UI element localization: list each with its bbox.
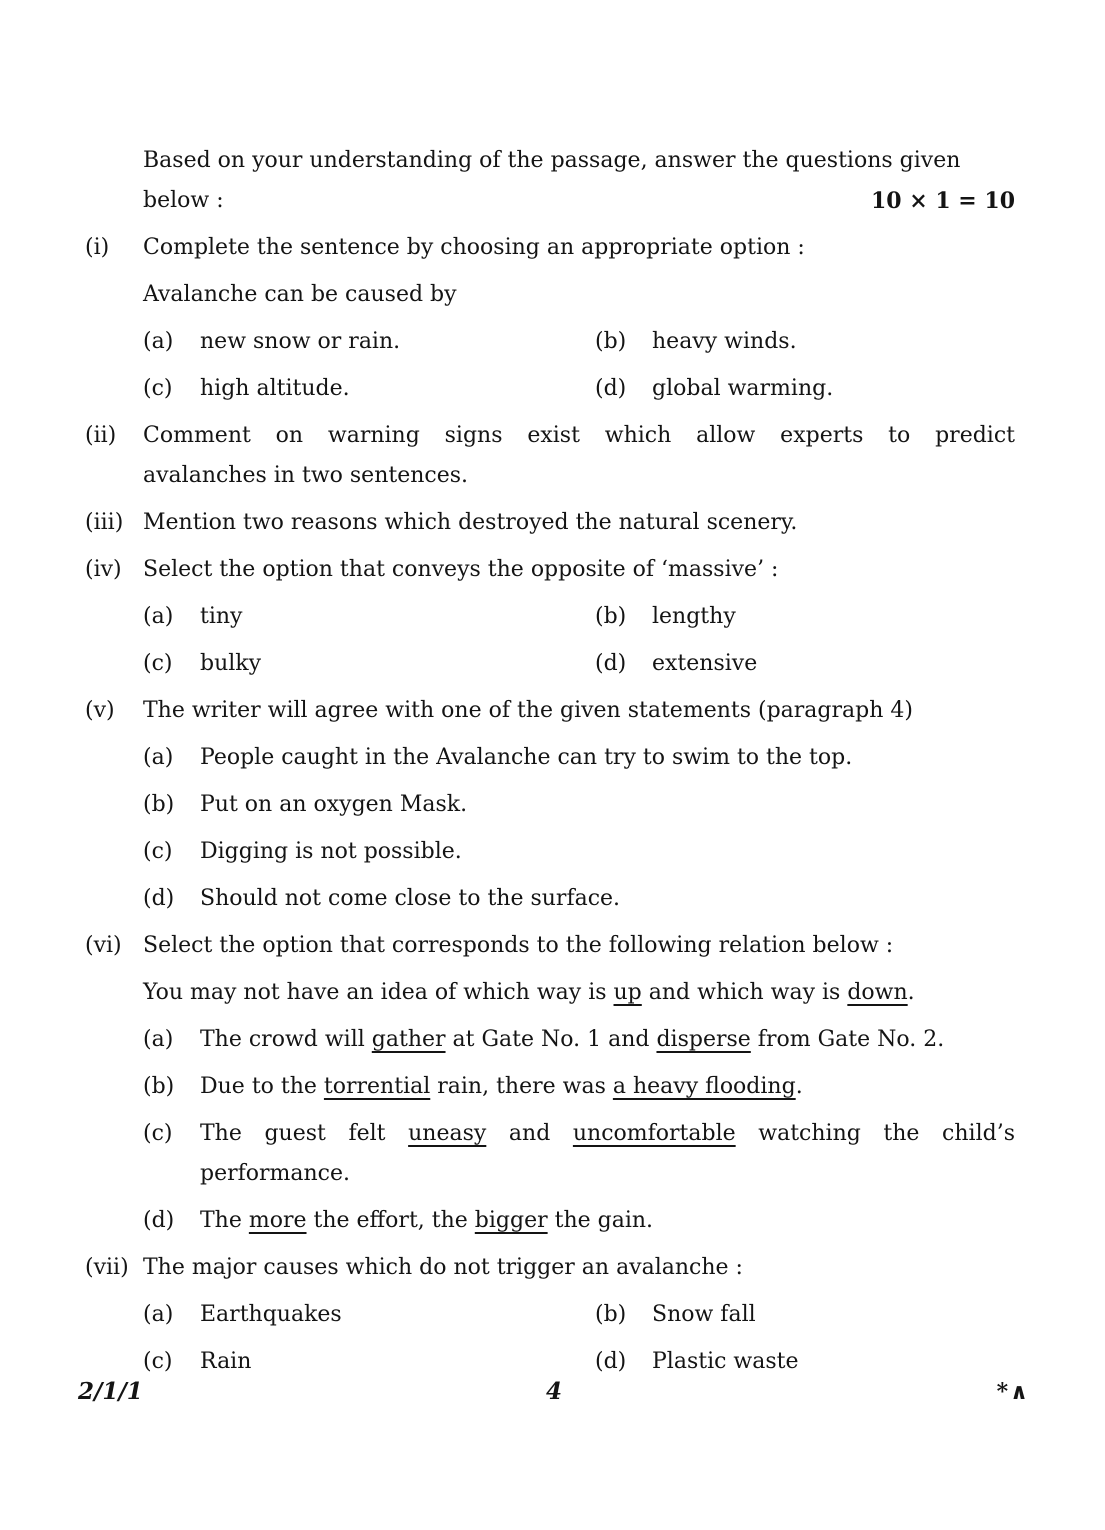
- option-text: Plastic waste: [652, 1349, 799, 1374]
- option-label: (d): [595, 376, 627, 401]
- option-text: Earthquakes: [200, 1302, 342, 1327]
- question-ii-text-line2: avalanches in two sentences.: [143, 463, 469, 488]
- option-text: Digging is not possible.: [200, 839, 462, 864]
- question-v: [85, 691, 1015, 926]
- option-label: (b): [595, 1302, 627, 1327]
- option-text: new snow or rain.: [200, 329, 401, 354]
- option-label: (a): [143, 329, 174, 354]
- option-row: [595, 597, 1015, 637]
- option-text: Put on an oxygen Mask.: [200, 792, 468, 817]
- option-row: [143, 1020, 1015, 1060]
- option-text: Due to the torrential rain, there was a heavy flooding.: [200, 1074, 803, 1099]
- option-text: [200, 1114, 1015, 1194]
- option-text: tiny: [200, 604, 243, 629]
- option-text: The more the effort, the bigger the gain.: [200, 1208, 654, 1233]
- page-number: 4: [545, 1378, 563, 1405]
- question-i-options: [143, 322, 1015, 409]
- exam-page-content: [85, 141, 1015, 1389]
- question-vii-text: The major causes which do not trigger an avalanche :: [143, 1255, 743, 1280]
- question-iv-options: [143, 597, 1015, 684]
- question-i-number: (i): [85, 235, 110, 260]
- option-row: [143, 832, 1015, 872]
- option-text: lengthy: [652, 604, 736, 629]
- option-row: [143, 879, 1015, 919]
- question-vi-number: (vi): [85, 933, 122, 958]
- paper-code: 2/1/1: [78, 1378, 143, 1405]
- question-vii-options: [143, 1295, 1015, 1382]
- option-row: [595, 644, 1015, 684]
- option-label: (c): [143, 376, 173, 401]
- option-text: Snow fall: [652, 1302, 756, 1327]
- option-text: bulky: [200, 651, 262, 676]
- option-label: (b): [595, 329, 627, 354]
- question-v-number: (v): [85, 698, 115, 723]
- question-vii: [85, 1248, 1015, 1389]
- question-ii: [85, 416, 1015, 503]
- option-label: (a): [143, 604, 174, 629]
- question-ii-text-line1: Comment on warning signs exist which allow experts to predict: [143, 423, 1015, 448]
- question-vi-text: Select the option that corresponds to the following relation below :: [143, 933, 894, 958]
- option-label: (c): [143, 651, 173, 676]
- question-i-subtext: Avalanche can be caused by: [143, 282, 457, 307]
- page-footer: [78, 1377, 1030, 1407]
- printer-mark: *∧: [996, 1379, 1030, 1405]
- question-iv-text: Select the option that conveys the opposite of ‘massive’ :: [143, 557, 779, 582]
- option-text: People caught in the Avalanche can try to swim to the top.: [200, 745, 853, 770]
- question-i-text: Complete the sentence by choosing an appropriate option :: [143, 235, 805, 260]
- option-text: Should not come close to the surface.: [200, 886, 621, 911]
- option-row: [595, 1295, 1015, 1335]
- option-row: [143, 1114, 1015, 1194]
- option-row: [595, 1342, 1015, 1382]
- option-row: [143, 1342, 595, 1382]
- option-text: heavy winds.: [652, 329, 797, 354]
- option-label: (d): [143, 886, 175, 911]
- option-label: (a): [143, 1302, 174, 1327]
- option-row: [595, 369, 1015, 409]
- option-row: [143, 1067, 1015, 1107]
- option-label: (b): [143, 1074, 175, 1099]
- option-label: (c): [143, 1121, 173, 1146]
- option-label: (d): [143, 1208, 175, 1233]
- option-label: (c): [143, 839, 173, 864]
- question-vi-relation: You may not have an idea of which way is up and which way is down.: [143, 980, 915, 1005]
- option-text: Rain: [200, 1349, 252, 1374]
- marks-value: 10 × 1 = 10: [870, 188, 1015, 214]
- question-i: [85, 228, 1015, 416]
- option-label: (c): [143, 1349, 173, 1374]
- option-text-line2: performance.: [200, 1161, 351, 1186]
- option-text: high altitude.: [200, 376, 350, 401]
- question-iii-number: (iii): [85, 510, 124, 535]
- question-iii-text: Mention two reasons which destroyed the natural scenery.: [143, 510, 798, 535]
- intro-line2-text: below :: [143, 188, 224, 213]
- option-text-line1: The guest felt uneasy and uncomfortable watching the child’s: [200, 1121, 1015, 1146]
- option-label: (a): [143, 745, 174, 770]
- option-row: [143, 1201, 1015, 1241]
- option-text: The crowd will gather at Gate No. 1 and disperse from Gate No. 2.: [200, 1027, 945, 1052]
- option-label: (d): [595, 651, 627, 676]
- option-row: [143, 322, 595, 362]
- intro-line2: [143, 181, 1015, 221]
- option-label: (d): [595, 1349, 627, 1374]
- question-ii-number: (ii): [85, 423, 117, 448]
- option-text: extensive: [652, 651, 758, 676]
- question-v-text: The writer will agree with one of the given statements (paragraph 4): [143, 698, 913, 723]
- option-row: [143, 597, 595, 637]
- question-iii: [85, 503, 1015, 550]
- option-label: (b): [143, 792, 175, 817]
- question-vi: [85, 926, 1015, 1248]
- option-row: [143, 369, 595, 409]
- option-label: (a): [143, 1027, 174, 1052]
- question-iv: [85, 550, 1015, 691]
- intro-block: [143, 141, 1015, 221]
- question-iv-number: (iv): [85, 557, 122, 582]
- option-label: (b): [595, 604, 627, 629]
- option-row: [143, 1295, 595, 1335]
- option-text: global warming.: [652, 376, 834, 401]
- option-row: [143, 738, 1015, 778]
- option-row: [595, 322, 1015, 362]
- option-row: [143, 644, 595, 684]
- question-vii-number: (vii): [85, 1255, 129, 1280]
- option-row: [143, 785, 1015, 825]
- intro-line1: Based on your understanding of the passage, answer the questions given: [143, 148, 961, 173]
